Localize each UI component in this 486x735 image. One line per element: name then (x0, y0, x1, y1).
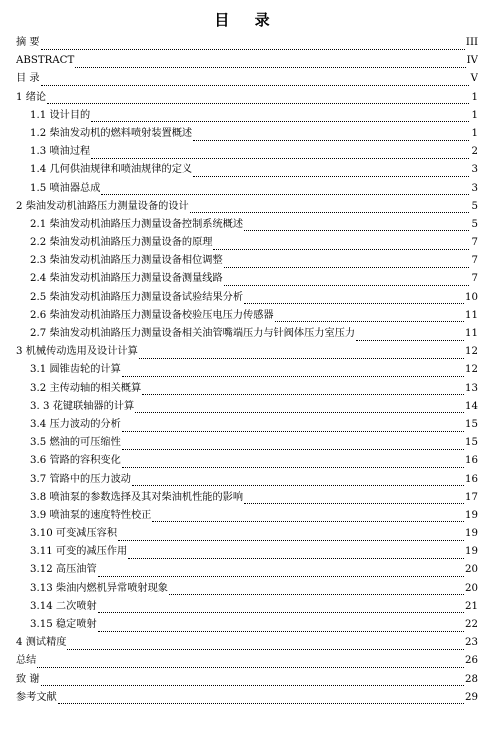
toc-entry-label: 3.15 稳定喷射 (30, 619, 97, 630)
toc-entry-page-number: 13 (465, 382, 478, 394)
toc-entry-page-number: 11 (465, 328, 478, 339)
dot-leader (122, 441, 464, 450)
toc-entry-page-number: 20 (465, 564, 478, 576)
dot-leader (98, 604, 464, 613)
toc-entry-label: 3 机械传动选用及设计计算 (16, 346, 138, 358)
toc-entry-label: 1.1 设计目的 (30, 109, 91, 121)
toc-entry-label: 3.2 主传动轴的相关概算 (30, 382, 142, 394)
toc-entry[interactable] (16, 89, 478, 107)
toc-entry[interactable] (16, 652, 478, 670)
dot-leader (193, 168, 469, 177)
dot-leader (67, 641, 464, 650)
toc-entry-label: 3.5 燃油的可压缩性 (30, 437, 121, 449)
dot-leader (142, 386, 464, 395)
toc-entry[interactable] (16, 107, 478, 125)
toc-entry-page-number: 7 (471, 255, 478, 267)
toc-entry-label: 2.2 柴油发动机油路压力测量设备的原理 (30, 237, 213, 249)
toc-entry[interactable] (16, 507, 478, 525)
toc-entry-label: 4 测试精度 (16, 637, 67, 649)
toc-entry[interactable] (16, 343, 478, 361)
toc-entry[interactable] (16, 143, 478, 161)
toc-entry-page-number: 7 (471, 237, 478, 249)
dot-leader (213, 241, 469, 250)
dot-leader (224, 259, 469, 268)
toc-entry-page-number: 26 (465, 655, 478, 667)
dot-leader (91, 113, 469, 122)
toc-entry-page-number: 5 (471, 218, 478, 230)
toc-entry[interactable] (16, 489, 478, 507)
dot-leader (356, 332, 464, 341)
toc-entry-label: 3.1 圆锥齿轮的计算 (30, 364, 121, 376)
dot-leader (122, 368, 464, 377)
dot-leader (101, 186, 469, 195)
toc-entry-label: 3.13 柴油内燃机异常喷射现象 (30, 582, 168, 594)
toc-entry-label: 3.9 喷油泵的速度特性校正 (30, 509, 152, 521)
toc-entry-label: 3.7 管路中的压力波动 (30, 473, 131, 485)
toc-entry[interactable] (16, 34, 478, 52)
toc-entry-label: 3.10 可变减压容积 (30, 528, 118, 540)
toc-entry-page-number: 20 (465, 582, 478, 594)
toc-entry-label: 1.3 喷油过程 (30, 146, 91, 158)
toc-entry[interactable] (16, 671, 478, 689)
toc-entry-page-number: 3 (471, 164, 478, 176)
toc-entry[interactable] (16, 434, 478, 452)
dot-leader (47, 95, 469, 104)
dot-leader (190, 204, 469, 213)
toc-entry-page-number: 16 (465, 455, 478, 467)
toc-entry[interactable] (16, 234, 478, 252)
toc-entry-page-number: 2 (471, 146, 478, 158)
toc-entry-label: 2.6 柴油发动机油路压力测量设备校验压电压力传感器 (30, 309, 274, 321)
toc-entry-page-number: 7 (471, 273, 478, 285)
toc-entry[interactable] (16, 561, 478, 579)
toc-entry-page-number: 5 (471, 200, 478, 212)
toc-entry-page-number: 19 (465, 546, 478, 558)
toc-entry-page-number: 10 (465, 291, 478, 303)
toc-entry-label: 2.4 柴油发动机油路压力测量设备测量线路 (30, 273, 223, 285)
toc-entry-label: 1.2 柴油发动机的燃料喷射装置概述 (30, 127, 193, 139)
toc-entry-page-number: 3 (471, 182, 478, 194)
toc-entry-page-number: 19 (465, 509, 478, 521)
page-title: 目 录 (214, 11, 280, 29)
dot-leader (41, 677, 464, 686)
dot-leader (244, 495, 464, 504)
toc-entry-page-number: 17 (465, 491, 478, 503)
toc-entry[interactable] (16, 398, 478, 416)
toc-entry-label: 2.3 柴油发动机油路压力测量设备相位调整 (30, 255, 223, 267)
toc-entry-page-number: 16 (465, 473, 478, 485)
dot-leader (244, 222, 469, 231)
toc-entry-page-number: 12 (465, 346, 478, 358)
toc-entry[interactable] (16, 416, 478, 434)
toc-entry-label: 摘 要 (16, 37, 40, 48)
toc-entry[interactable] (16, 52, 478, 70)
toc-entry[interactable] (16, 289, 478, 307)
toc-entry[interactable] (16, 270, 478, 288)
dot-leader (75, 59, 465, 68)
toc-entry[interactable] (16, 689, 478, 707)
toc-entry[interactable] (16, 198, 478, 216)
toc-entry[interactable] (16, 216, 478, 234)
dot-leader (169, 586, 464, 595)
toc-entry-page-number: 28 (465, 673, 478, 685)
toc-entry-page-number: 12 (465, 364, 478, 376)
toc-entry-page-number: 1 (471, 109, 478, 121)
toc-entry[interactable] (16, 634, 478, 652)
toc-entry-label: 2.5 柴油发动机油路压力测量设备试验结果分析 (30, 291, 244, 303)
dot-leader (41, 77, 469, 86)
toc-entry[interactable] (16, 161, 478, 179)
toc-entry-page-number: 1 (471, 127, 478, 139)
toc-entry-label: 目 录 (16, 73, 40, 85)
toc-entry-page-number: 15 (465, 418, 478, 430)
toc-entry-label: 3.11 可变的减压作用 (30, 546, 128, 558)
toc-entry-page-number: 11 (465, 309, 478, 321)
toc-entry-label: 总结 (16, 655, 37, 667)
dot-leader (152, 513, 464, 522)
dot-leader (91, 150, 469, 159)
toc-entry[interactable] (16, 580, 478, 598)
toc-entry[interactable] (16, 598, 478, 616)
toc-entry-page-number: V (470, 73, 478, 85)
toc-entry[interactable] (16, 361, 478, 379)
toc-entry-page-number: 14 (465, 400, 478, 412)
dot-leader (244, 295, 464, 304)
toc-entry-label: 2.1 柴油发动机油路压力测量设备控制系统概述 (30, 218, 244, 230)
toc-entry-label: 3.14 二次喷射 (30, 600, 97, 612)
dot-leader (135, 404, 464, 413)
toc-entry-label: 1.4 几何供油规律和喷油规律的定义 (30, 164, 193, 176)
toc-entry[interactable] (16, 125, 478, 143)
dot-leader (58, 695, 464, 704)
toc-entry[interactable] (16, 471, 478, 489)
dot-leader (122, 423, 464, 432)
toc-entry-label: ABSTRACT (16, 55, 75, 67)
dot-leader (275, 313, 464, 322)
dot-leader (98, 568, 464, 577)
dot-leader (128, 550, 464, 559)
toc-entry[interactable] (16, 325, 478, 343)
toc-entry-label: 1 绪论 (16, 91, 47, 103)
toc-entry-page-number: 22 (465, 619, 478, 630)
toc-entry-label: 2 柴油发动机油路压力测量设备的设计 (16, 200, 189, 212)
toc-entry-label: 3.12 高压油管 (30, 564, 97, 576)
dot-leader (132, 477, 464, 486)
dot-leader (37, 659, 464, 668)
toc-entry-label: 3.6 管路的容积变化 (30, 455, 121, 467)
toc-entry-page-number: IV (466, 55, 478, 67)
dot-leader (139, 350, 464, 359)
toc-entry[interactable] (16, 180, 478, 198)
toc-entry-page-number: 23 (465, 637, 478, 649)
dot-leader (224, 277, 469, 286)
toc-entry-label: 3.8 喷油泵的参数选择及其对柴油机性能的影响 (30, 491, 244, 503)
toc-entry[interactable] (16, 525, 478, 543)
table-of-contents (16, 34, 478, 707)
toc-entry-label: 3.4 压力波动的分析 (30, 418, 121, 430)
toc-entry-label: 1.5 喷油器总成 (30, 182, 101, 194)
toc-entry[interactable] (16, 452, 478, 470)
toc-entry[interactable] (16, 380, 478, 398)
toc-entry[interactable] (16, 70, 478, 88)
dot-leader (98, 623, 464, 632)
dot-leader (118, 532, 464, 541)
toc-entry[interactable] (16, 616, 478, 634)
toc-entry-page-number: III (465, 37, 478, 48)
toc-entry[interactable] (16, 543, 478, 561)
toc-entry-page-number: 1 (471, 91, 478, 103)
toc-entry-label: 2.7 柴油发动机油路压力测量设备相关油管嘴端压力与针阀体压力室压力 (30, 328, 356, 339)
toc-entry-page-number: 15 (465, 437, 478, 449)
dot-leader (122, 459, 464, 468)
toc-entry[interactable] (16, 252, 478, 270)
toc-entry[interactable] (16, 307, 478, 325)
toc-entry-label: 3. 3 花键联轴器的计算 (30, 400, 135, 412)
toc-entry-label: 参考文献 (16, 691, 57, 703)
dot-leader (41, 41, 465, 50)
toc-entry-page-number: 29 (465, 691, 478, 703)
toc-entry-page-number: 19 (465, 528, 478, 540)
toc-entry-label: 致 谢 (16, 673, 40, 685)
toc-entry-page-number: 21 (465, 600, 478, 612)
dot-leader (193, 132, 469, 141)
